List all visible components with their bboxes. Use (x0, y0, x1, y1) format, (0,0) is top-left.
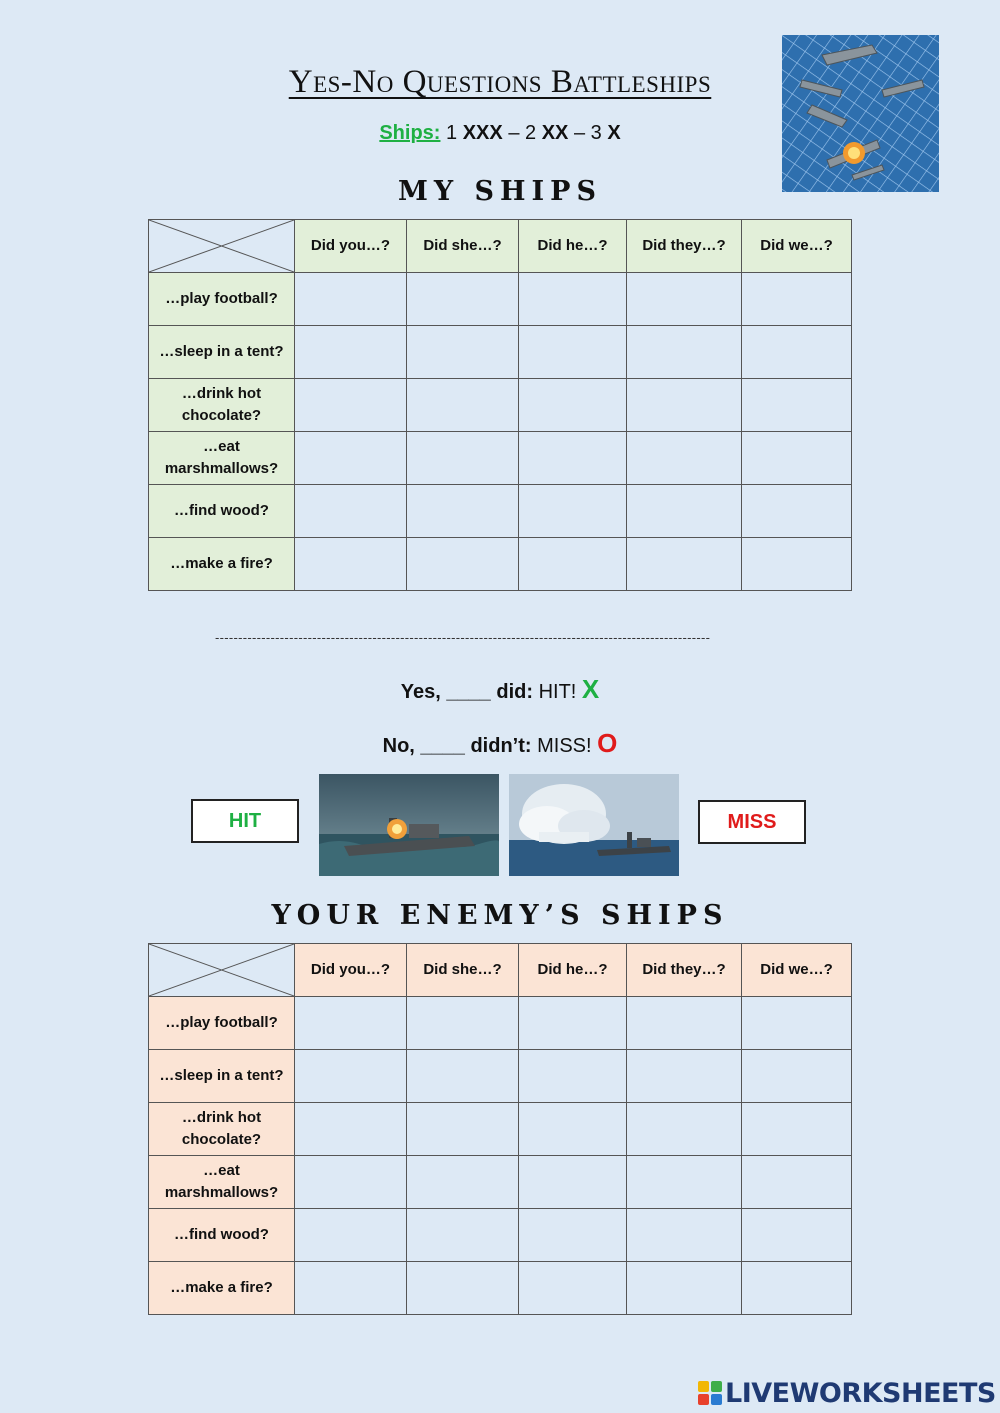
grid-cell[interactable] (742, 326, 852, 379)
grid-cell[interactable] (627, 432, 742, 485)
grid-cell[interactable] (742, 1262, 852, 1315)
no-prefix: No, ____ didn’t: (382, 735, 532, 757)
grid-cell[interactable] (295, 485, 407, 538)
grid-cell[interactable] (742, 1209, 852, 1262)
grid-cell[interactable] (407, 326, 519, 379)
battleship-game-image (782, 35, 939, 192)
grid-cell[interactable] (519, 273, 627, 326)
grid-cell[interactable] (519, 326, 627, 379)
grid-cell[interactable] (295, 273, 407, 326)
grid-cell[interactable] (519, 1156, 627, 1209)
row-header: …drink hot chocolate? (149, 379, 295, 432)
grid-cell[interactable] (295, 1103, 407, 1156)
grid-cell[interactable] (519, 538, 627, 591)
grid-cell[interactable] (627, 1209, 742, 1262)
column-header: Did we…? (742, 944, 852, 997)
ships-mark-2: XX (541, 122, 569, 144)
grid-cell[interactable] (742, 1156, 852, 1209)
grid-cell[interactable] (407, 1262, 519, 1315)
liveworksheets-logo (698, 1378, 996, 1408)
grid-cell[interactable] (742, 1050, 852, 1103)
row-header: …make a fire? (149, 538, 295, 591)
page-title: Yes-No Questions Battleships (288, 64, 712, 100)
row-header: …eat marshmallows? (149, 1156, 295, 1209)
grid-cell[interactable] (295, 1209, 407, 1262)
grid-cell[interactable] (407, 1156, 519, 1209)
grid-cell[interactable] (627, 379, 742, 432)
grid-cell[interactable] (627, 326, 742, 379)
column-header: Did you…? (295, 944, 407, 997)
grid-cell[interactable] (742, 1103, 852, 1156)
grid-cell[interactable] (407, 1209, 519, 1262)
row-header: …find wood? (149, 485, 295, 538)
ships-mark-3: X (607, 122, 621, 144)
ships-sep-2: – (573, 122, 586, 144)
hit-box: HIT (191, 799, 299, 843)
column-header: Did they…? (627, 944, 742, 997)
yes-response-line (0, 674, 1000, 705)
grid-cell[interactable] (519, 379, 627, 432)
grid-cell[interactable] (407, 379, 519, 432)
grid-cell[interactable] (295, 1156, 407, 1209)
grid-cell[interactable] (742, 485, 852, 538)
grid-cell[interactable] (407, 1103, 519, 1156)
grid-cell[interactable] (407, 432, 519, 485)
no-word: MISS! (537, 735, 592, 757)
no-response-line (0, 728, 1000, 759)
enemy-ships-heading: YOUR ENEMY’S SHIPS (271, 900, 729, 931)
ships-count-3: 3 (590, 122, 602, 144)
grid-cell[interactable] (742, 997, 852, 1050)
grid-cell[interactable] (295, 432, 407, 485)
column-header: Did he…? (519, 944, 627, 997)
grid-cell[interactable] (295, 326, 407, 379)
grid-cell[interactable] (742, 379, 852, 432)
grid-cell[interactable] (627, 273, 742, 326)
grid-cell[interactable] (627, 538, 742, 591)
grid-cell[interactable] (295, 997, 407, 1050)
miss-mark: O (597, 728, 618, 758)
row-header: …drink hot chocolate? (149, 1103, 295, 1156)
grid-cell[interactable] (627, 1156, 742, 1209)
grid-cell[interactable] (295, 379, 407, 432)
grid-cell[interactable] (742, 273, 852, 326)
grid-cell[interactable] (742, 432, 852, 485)
row-header: …sleep in a tent? (149, 326, 295, 379)
ships-mark-1: XXX (462, 122, 503, 144)
dashed-divider: ----------------------------------------------------------------------------------------------------------- (215, 630, 711, 642)
ship-hit-image (319, 774, 499, 876)
grid-cell[interactable] (295, 1050, 407, 1103)
yes-prefix: Yes, ____ did: (400, 681, 534, 703)
row-header: …make a fire? (149, 1262, 295, 1315)
grid-cell[interactable] (627, 1103, 742, 1156)
row-header: …sleep in a tent? (149, 1050, 295, 1103)
hit-mark: X (581, 674, 600, 704)
my-ships-grid (148, 219, 852, 591)
column-header: Did they…? (627, 220, 742, 273)
grid-cell[interactable] (295, 538, 407, 591)
yes-word: HIT! (538, 681, 577, 703)
row-header: …play football? (149, 273, 295, 326)
my-ships-heading: MY SHIPS (397, 176, 602, 207)
grid-cell[interactable] (407, 997, 519, 1050)
grid-cell[interactable] (627, 1050, 742, 1103)
grid-cell[interactable] (295, 1262, 407, 1315)
grid-cell[interactable] (519, 1262, 627, 1315)
ships-sep-1: – (508, 122, 520, 144)
column-header: Did she…? (407, 944, 519, 997)
grid-cell[interactable] (519, 485, 627, 538)
grid-cell[interactable] (519, 997, 627, 1050)
grid-cell[interactable] (742, 538, 852, 591)
grid-cell[interactable] (407, 273, 519, 326)
grid-cell[interactable] (519, 1103, 627, 1156)
grid-cell[interactable] (407, 485, 519, 538)
liveworksheets-icon (698, 1381, 722, 1405)
grid-cell[interactable] (627, 1262, 742, 1315)
grid-cell[interactable] (407, 1050, 519, 1103)
row-header: …eat marshmallows? (149, 432, 295, 485)
row-header: …play football? (149, 997, 295, 1050)
enemy-ships-grid (148, 943, 852, 1315)
ship-miss-image (509, 774, 679, 876)
miss-box: MISS (698, 800, 806, 844)
grid-cell[interactable] (627, 997, 742, 1050)
column-header: Did he…? (519, 220, 627, 273)
ships-count-1: 1 (446, 122, 458, 144)
grid-cell[interactable] (519, 1050, 627, 1103)
grid-cell[interactable] (627, 485, 742, 538)
column-header: Did she…? (407, 220, 519, 273)
ships-label: Ships: (379, 122, 441, 144)
grid-cell[interactable] (519, 432, 627, 485)
brand-name: LIVEWORKSHEETS (725, 1377, 996, 1409)
column-header: Did we…? (742, 220, 852, 273)
column-header: Did you…? (295, 220, 407, 273)
grid-corner (149, 220, 295, 273)
grid-cell[interactable] (519, 1209, 627, 1262)
grid-cell[interactable] (407, 538, 519, 591)
row-header: …find wood? (149, 1209, 295, 1262)
ships-count-2: 2 (525, 122, 537, 144)
grid-corner (149, 944, 295, 997)
